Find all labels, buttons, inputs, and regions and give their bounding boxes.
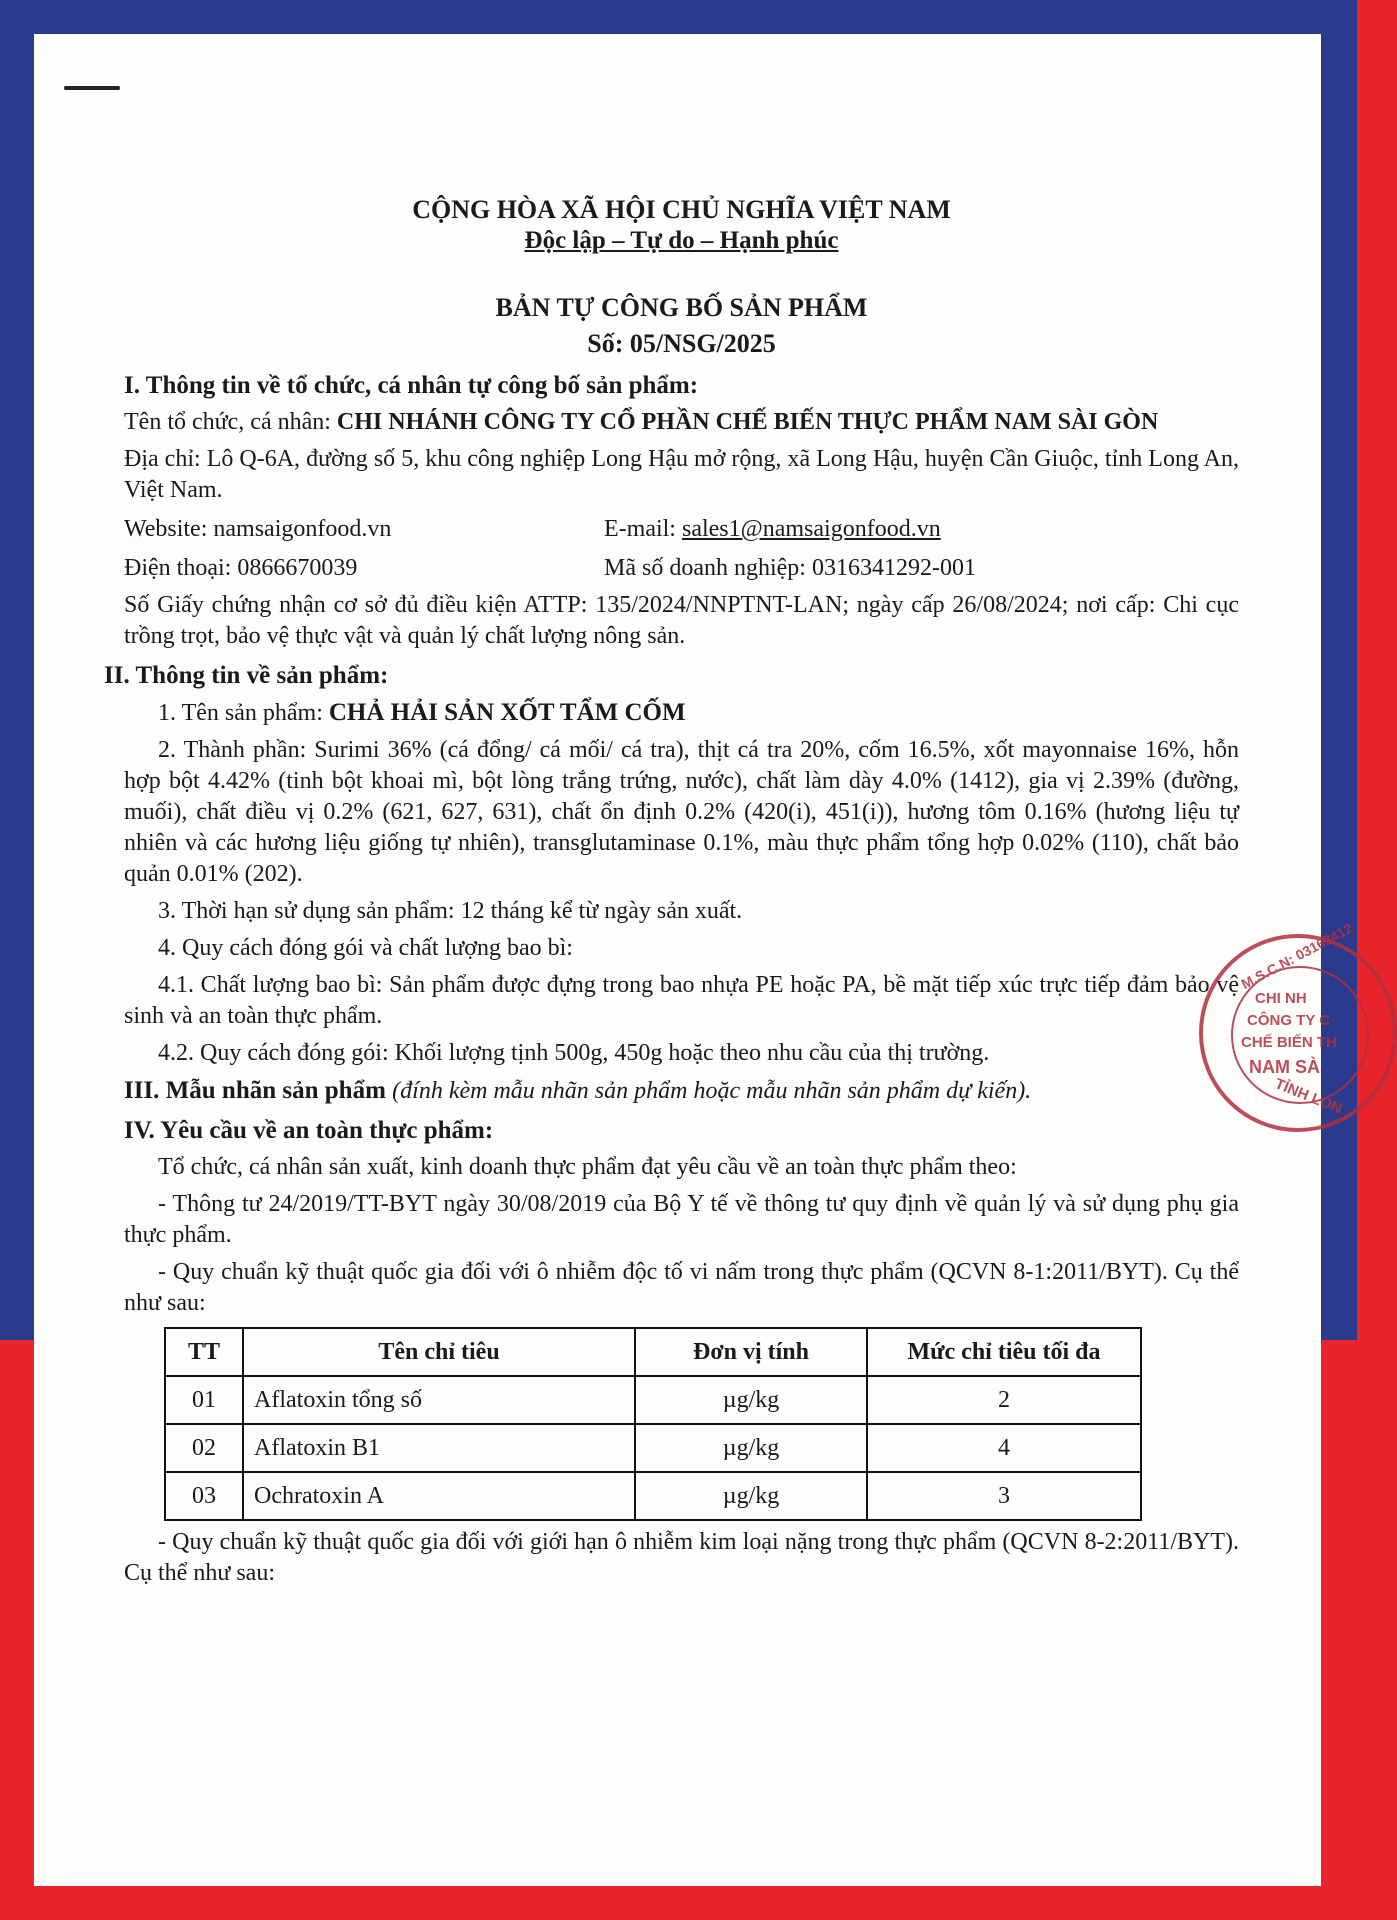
document-number: Số: 05/NSG/2025 [587,329,776,358]
cell-unit: µg/kg [635,1472,867,1520]
email-link[interactable]: sales1@namsaigonfood.vn [681,516,941,542]
email-label: E-mail: [604,516,682,542]
document-content [104,194,1239,1589]
packaging-heading: 4. Quy cách đóng gói và chất lượng bao bì: [158,935,573,961]
shelf-life: 3. Thời hạn sử dụng sản phẩm: 12 tháng kể từ ngày sản xuất. [158,898,743,924]
product-name-label: 1. Tên sản phẩm: [158,700,329,726]
website-value: namsaigonfood.vn [213,516,392,542]
section-3-line [124,1075,1239,1107]
cell-tt: 03 [165,1472,243,1520]
company-seal [1199,919,1397,1132]
website-label: Website: [124,516,214,542]
phone-label: Điện thoại: [124,555,238,581]
country-name: CỘNG HÒA XÃ HỘI CHỦ NGHĨA VIỆT NAM [412,195,951,224]
tax-label: Mã số doanh nghiệp: [604,555,812,581]
packaging-spec: 4.2. Quy cách đóng gói: Khối lượng tịnh 500g, 450g hoặc theo nhu cầu của thị trường. [158,1040,990,1066]
cell-max: 2 [867,1376,1141,1424]
document-page [34,34,1356,1886]
phone-tax-row [124,553,1239,584]
seal-province: TỈNH LON [1272,1075,1345,1118]
tax-value: 0316341292-001 [811,555,976,581]
organization-name: CHI NHÁNH CÔNG TY CỔ PHẦN CHẾ BIẾN THỰC PHẨM NAM SÀI GÒN [336,409,1159,435]
cell-name: Ochratoxin A [243,1472,635,1520]
table-row [165,1376,1141,1424]
cell-unit: µg/kg [635,1424,867,1472]
address: Địa chỉ: Lô Q-6A, đường số 5, khu công nghiệp Long Hậu mở rộng, xã Long Hậu, huyện Cần Giuộc, tỉnh Long An, Việt Nam. [124,446,1239,503]
seal-line-1: CHI NH [1255,990,1307,1007]
section-2-heading: II. Thông tin về sản phẩm: [104,662,389,689]
regulation-ref-2: - Quy chuẩn kỹ thuật quốc gia đối với ô nhiễm độc tố vi nấm trong thực phẩm (QCVN 8-1:2011/BYT). Cụ thể như sau: [124,1259,1239,1316]
packaging-quality: 4.1. Chất lượng bao bì: Sản phẩm được đựng trong bao nhựa PE hoặc PA, bề mặt tiếp xúc trực tiếp đảm bảo vệ sinh và an toàn thực phẩm. [124,972,1239,1029]
section-3-heading: III. Mẫu nhãn sản phẩm [124,1077,393,1104]
seal-code: M.S.C.N: 03163412 [1238,919,1356,993]
cell-unit: µg/kg [635,1376,867,1424]
document-title: BẢN TỰ CÔNG BỐ SẢN PHẨM [495,293,868,322]
product-name-line [124,697,1239,729]
product-name: CHẢ HẢI SẢN XỐT TẨM CỐM [328,699,686,726]
col-header-tt: TT [165,1328,243,1376]
mycotoxin-table [164,1327,1142,1521]
section-3-note: (đính kèm mẫu nhãn sản phẩm hoặc mẫu nhãn sản phẩm dự kiến). [392,1078,1032,1104]
cell-name: Aflatoxin tổng số [243,1376,635,1424]
regulation-ref-3: - Quy chuẩn kỹ thuật quốc gia đối với giới hạn ô nhiễm kim loại nặng trong thực phẩm (QCVN 8-2:2011/BYT). Cụ thể như sau: [124,1529,1239,1586]
ingredients: 2. Thành phần: Surimi 36% (cá đổng/ cá mối/ cá tra), thịt cá tra 20%, cốm 16.5%, xốt mayonnaise 16%, hỗn hợp bột 4.42% (tinh bột khoai mì, bột lòng trắng trứng, nước), chất làm dày 4.0% (1412), gia vị 2.39% (đường, muối), chất điều vị 0.2% (621, 627, 631), chất ổn định 0.2% (420(i), 451(i)), hương tôm 0.16% (hương liệu tự nhiên và các hương liệu giống tự nhiên), transglutaminase 0.1%, màu thực phẩm tổng hợp 0.02% (110), chất bảo quản 0.01% (202). [124,737,1239,887]
col-header-unit: Đơn vị tính [635,1328,867,1376]
organization-line [124,407,1239,438]
cell-tt: 02 [165,1424,243,1472]
seal-line-2: CÔNG TY C [1247,1012,1331,1029]
cell-tt: 01 [165,1376,243,1424]
certificate-info: Số Giấy chứng nhận cơ sở đủ điều kiện ATTP: 135/2024/NNPTNT-LAN; ngày cấp 26/08/2024; nơi cấp: Chi cục trồng trọt, bảo vệ thực vật và quản lý chất lượng nông sản. [124,592,1239,649]
table-header-row [165,1328,1141,1376]
section-1-heading: I. Thông tin về tổ chức, cá nhân tự công bố sản phẩm: [124,372,699,399]
motto: Độc lập – Tự do – Hạnh phúc [524,227,839,254]
organization-label: Tên tổ chức, cá nhân: [124,409,337,435]
cell-max: 4 [867,1424,1141,1472]
section-4-heading: IV. Yêu cầu về an toàn thực phẩm: [124,1117,494,1144]
regulation-ref-1: - Thông tư 24/2019/TT-BYT ngày 30/08/2019 của Bộ Y tế về thông tư quy định về quản lý và sử dụng phụ gia thực phẩm. [124,1191,1239,1248]
website-email-row [124,514,1239,545]
cell-name: Aflatoxin B1 [243,1424,635,1472]
safety-intro: Tổ chức, cá nhân sản xuất, kinh doanh thực phẩm đạt yêu cầu về an toàn thực phẩm theo: [158,1154,1017,1180]
table-row [165,1472,1141,1520]
seal-line-4: NAM SÀ [1249,1057,1320,1077]
seal-line-3: CHẾ BIẾN TH [1241,1034,1337,1051]
phone-value: 0866670039 [237,555,358,581]
table-row [165,1424,1141,1472]
cell-max: 3 [867,1472,1141,1520]
col-header-name: Tên chỉ tiêu [243,1328,635,1376]
pen-mark [64,86,120,90]
col-header-max: Mức chỉ tiêu tối đa [867,1328,1141,1376]
